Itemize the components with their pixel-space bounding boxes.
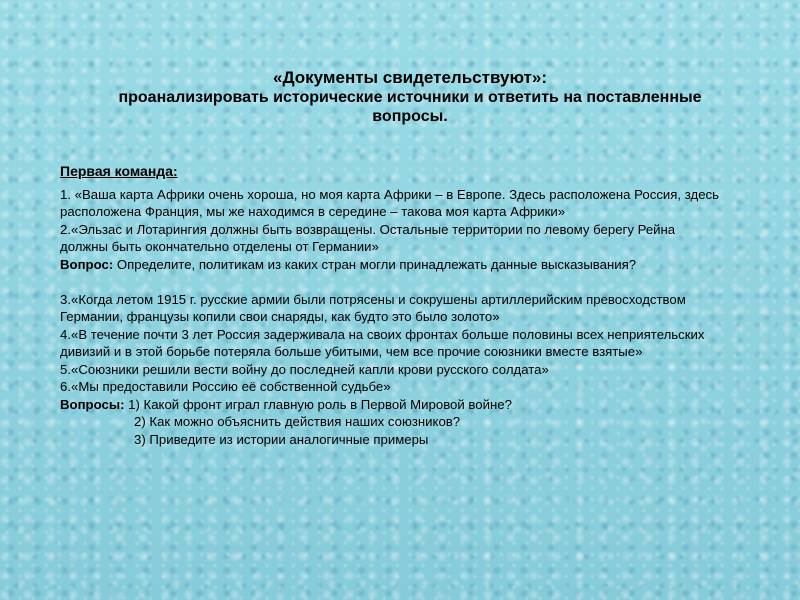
team-heading: Первая команда: [60,163,178,179]
quote-1: 1. «Ваша карта Африки очень хороша, но моя карта Африки – в Европе. Здесь расположена Россия, здесь расположена Франция, мы же находимся в середине – такова моя карта Африки» [60,186,719,219]
questions-label: Вопросы: [60,396,125,412]
questions-item-2: 2) Как можно объяснить действия наших союзников? [134,414,461,429]
quote-5: 5.«Союзники решили вести войну до последней капли крови русского солдата» [60,361,549,377]
slide-subtitle: проанализировать исторические источники и ответить на поставленные вопросы. [118,89,702,125]
question-text: Определите, политикам из каких стран могли принадлежать данные высказывания? [113,256,637,272]
quote-6: 6.«Мы предоставили Россию её собственной судьбе» [60,379,391,394]
quote-3: 3.«Когда летом 1915 г. русские армии были потрясены и сокрушены артиллерийским превосходством Германии, французы копили свои снаряды, как будто это было золото» [60,291,686,324]
content [60,163,720,448]
questions-item-1: 1) Какой фронт играл главную роль в Первой Мировой войне? [124,396,512,412]
quote-4: 4.«В течение почти 3 лет Россия задерживала на своих фронтах больше половины всех неприятельских дивизий и в этой борьбе потеряла больше убитыми, чем все прочие союзники вместе взятые» [60,326,705,359]
spacer [60,273,720,291]
header [100,68,720,126]
questions-1 [60,396,720,414]
question-label: Вопрос: [60,256,114,272]
quote-2: 2.«Эльзас и Лотарингия должны быть возвращены. Остальные территории по левому берегу Рейна должны быть окончательно отделены от Германии» [60,221,676,254]
questions-item-3: 3) Приведите из истории аналогичные примеры [134,431,429,447]
question-1 [60,256,720,274]
slide-title: «Документы свидетельствуют»: [273,68,547,87]
